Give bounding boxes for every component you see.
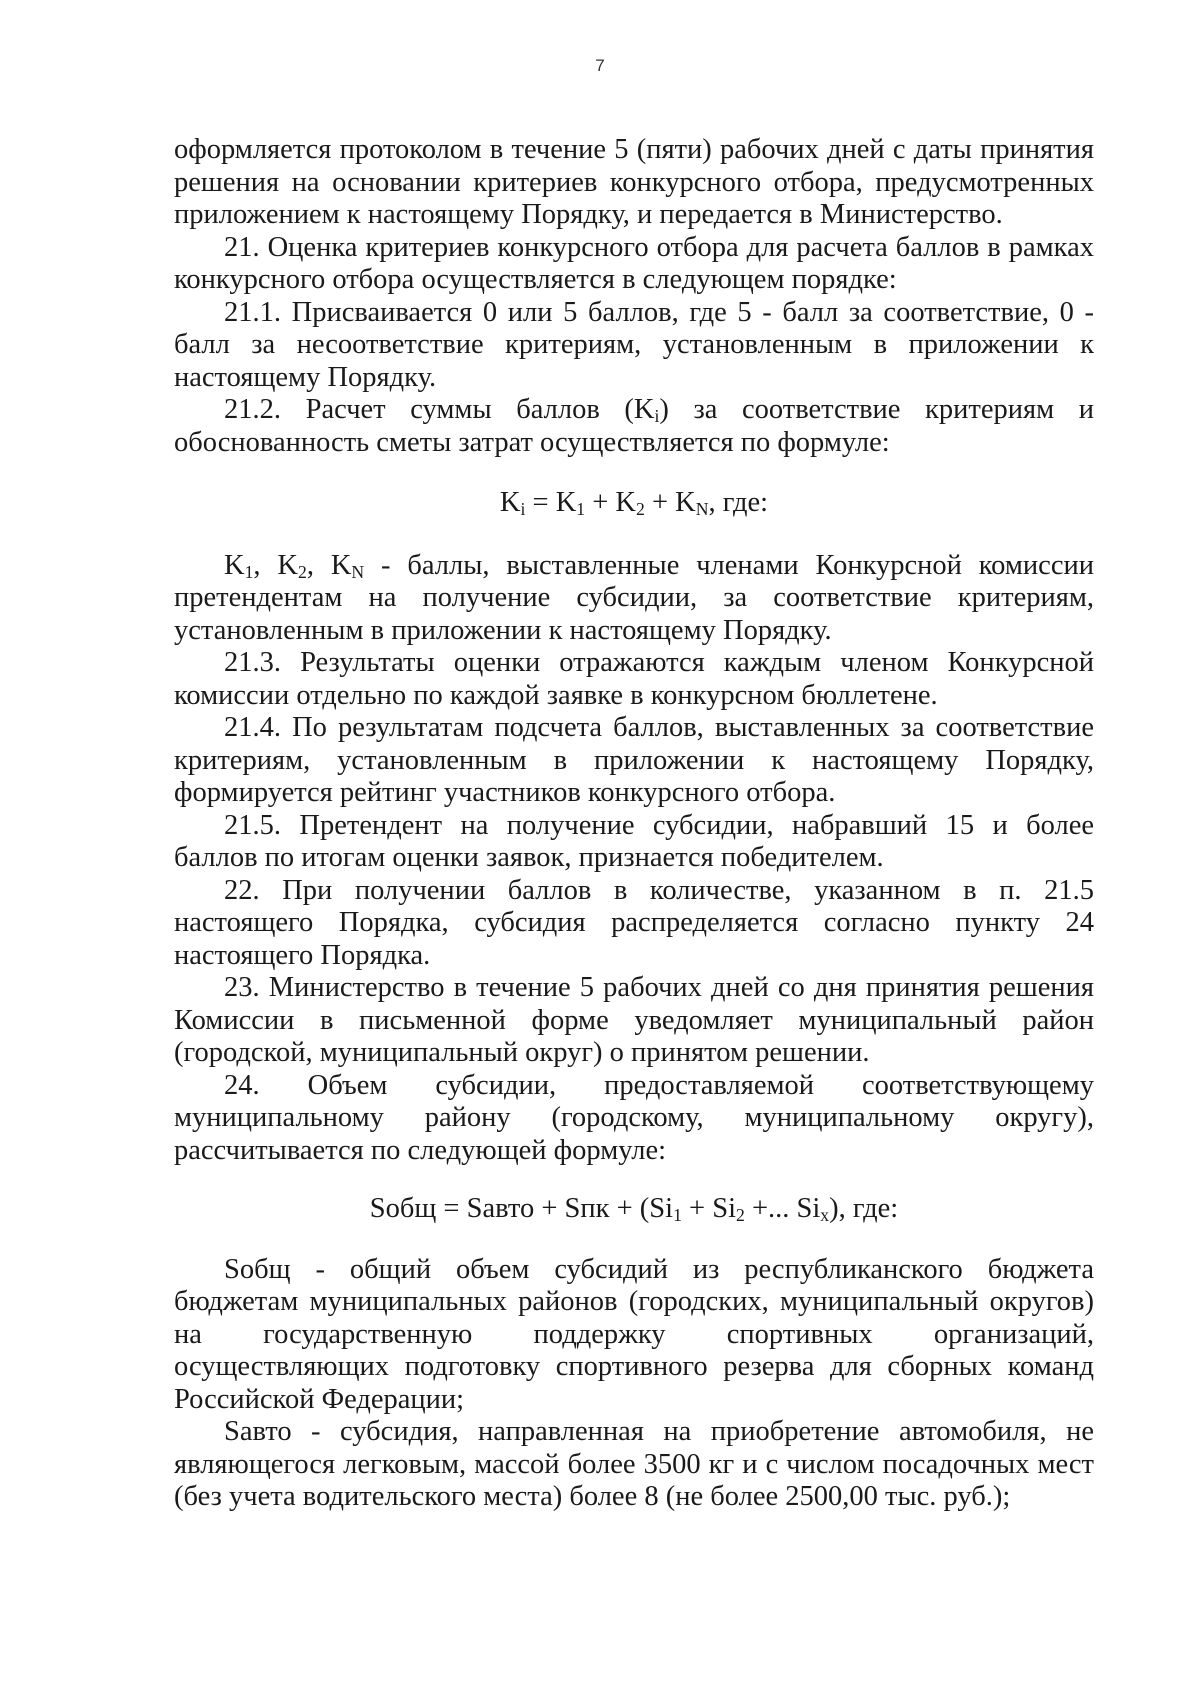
paragraph-21-4: 21.4. По результатам подсчета баллов, выставленных за соответствие критериям, установленным в приложении к настоящему Порядку, формируется рейтинг участников конкурсного отбора. <box>174 712 1094 808</box>
kdef-sub-1: 1 <box>244 561 254 582</box>
kdef-sub-n: N <box>351 561 365 582</box>
paragraph-continuation: оформляется протоколом в течение 5 (пяти) рабочих дней с даты принятия решения на основании критериев конкурсного отбора, предусмотренных приложением к настоящему Порядку, и передается в Министерство. <box>174 134 1094 230</box>
formula-sobsh-sub-2: 2 <box>736 1204 745 1225</box>
paragraph-21-2-start: 21.2. Расчет суммы баллов (K <box>224 394 655 425</box>
formula-ki <box>174 487 1094 520</box>
page-number: 7 <box>595 56 605 75</box>
formula-ki-sub-1: 1 <box>576 498 586 519</box>
paragraph-21-3: 21.3. Результаты оценки отражаются каждым членом Конкурсной комиссии отдельно по каждой заявке в конкурсном бюллетене. <box>174 647 1094 711</box>
formula-sobsh-mid: + Si <box>681 1193 736 1224</box>
formula-ki-sub-2: 2 <box>636 498 645 519</box>
paragraph-savto-definition: Sавто - субсидия, направленная на приобретение автомобиля, не являющегося легковым, массой более 3500 кг и с числом посадочных мест (без учета водительского места) более 8 (не более 2500,00 тыс. руб.); <box>174 1416 1094 1512</box>
formula-sobsh-sub-1: 1 <box>673 1204 682 1225</box>
formula-sobsh <box>174 1193 1094 1226</box>
paragraph-24: 24. Объем субсидии, предоставляемой соответствующему муниципальному району (городскому, муниципальному округу), рассчитывается по следующей формуле: <box>174 1069 1094 1166</box>
paragraph-22: 22. При получении баллов в количестве, указанном в п. 21.5 настоящего Порядка, субсидия распределяется согласно пункту 24 настоящего Порядка. <box>174 874 1094 971</box>
formula-sobsh-head: Sобщ = Sавто + Sпк + (Si <box>369 1193 674 1224</box>
paragraph-21-2 <box>174 394 1094 459</box>
paragraph-23: 23. Министерство в течение 5 рабочих дней со дня принятия решения Комиссии в письменной форме уведомляет муниципальный район (городской, муниципальный округ) о принятом решении. <box>174 972 1094 1068</box>
formula-ki-plus1: + K <box>585 487 637 518</box>
formula-ki-plus2: + K <box>644 487 696 518</box>
formula-sobsh-mid2: +... Si <box>744 1193 821 1224</box>
formula-ki-sub-n: N <box>695 498 709 519</box>
formula-ki-tail: , где: <box>708 487 769 518</box>
subscript-i: i <box>654 405 660 426</box>
formula-ki-sub-i: i <box>520 498 526 519</box>
paragraph-21: 21. Оценка критериев конкурсного отбора для расчета баллов в рамках конкурсного отбора осуществляется в следующем порядке: <box>174 231 1094 295</box>
formula-sobsh-sub-x: x <box>820 1204 830 1225</box>
paragraph-21-5: 21.5. Претендент на получение субсидии, набравший 15 и более баллов по итогам оценки заявок, признается победителем. <box>174 809 1094 873</box>
formula-ki-eq: = K <box>525 487 577 518</box>
formula-sobsh-tail: ), где: <box>829 1193 899 1224</box>
kdef-sub-2: 2 <box>298 561 307 582</box>
paragraph-21-2-end: ) за соответствие критериям и обоснованность сметы затрат осуществляется по формуле: <box>174 394 1095 458</box>
document-body <box>174 134 1094 1514</box>
kdef-k1: K <box>224 549 245 581</box>
paragraph-21-1: 21.1. Присваивается 0 или 5 баллов, где 5 - балл за соответствие, 0 - балл за несоответствие критериям, установленным в приложении к настоящему Порядку. <box>174 296 1094 393</box>
formula-ki-k: K <box>499 487 521 518</box>
paragraph-sobsh-definition: Sобщ - общий объем субсидий из республиканского бюджета бюджетам муниципальных районов (городских, муниципальный округов) на государственную поддержку спортивных организаций, осуществляющих подготовку спортивного резерва для сборных команд Российской Федерации; <box>174 1253 1094 1415</box>
kdef-c1: , K <box>253 549 298 581</box>
paragraph-k-definition <box>174 550 1094 648</box>
kdef-c2: , K <box>306 549 352 581</box>
kdef-text: - баллы, выставленные членами Конкурсной комиссии претендентам на получение субсидии, за соответствие критериям, установленным в приложении к настоящему Порядку. <box>174 549 1094 646</box>
